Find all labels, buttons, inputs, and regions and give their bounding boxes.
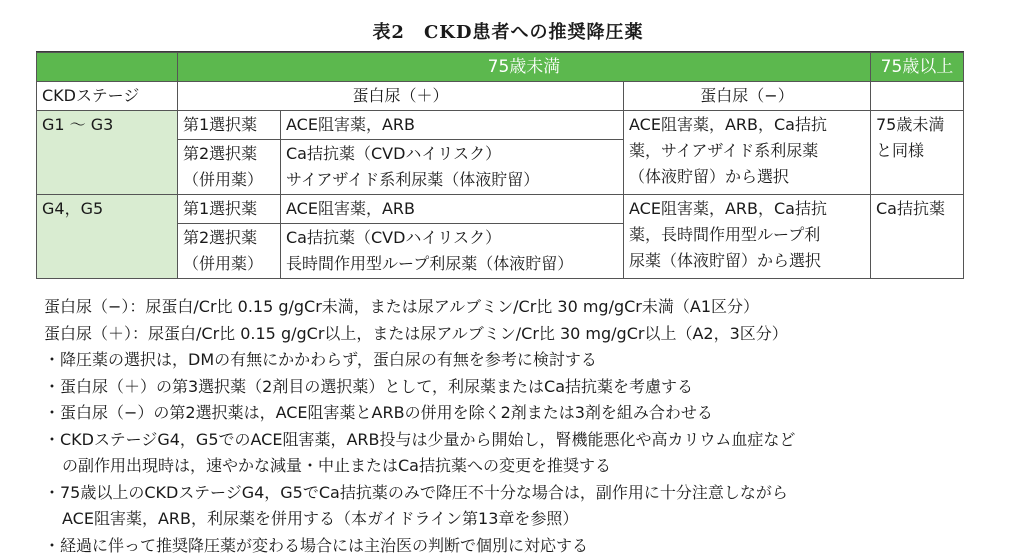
footnote-continuation: の副作用出現時は，速やかな減量・中止またはCa拮抗薬への変更を推奨する — [44, 453, 974, 480]
stage-cell: G4，G5 — [37, 195, 178, 279]
table-row — [37, 195, 964, 224]
footnote-bullet: ・経過に伴って推奨降圧薬が変わる場合には主治医の判断で個別に対応する — [44, 533, 974, 559]
footnote-definition: 蛋白尿（＋）：尿蛋白/Cr比 0.15 g/gCr以上，または尿アルブミン/Cr比 30 mg/gCr以上（A2，3区分） — [44, 321, 974, 348]
under75-header: 75歳未満 — [178, 53, 871, 82]
second-drug-line: Ca拮抗薬（CVDハイリスク） — [286, 225, 618, 251]
first-choice-label: 第1選択薬 — [178, 195, 281, 224]
footnote-continuation: ACE阻害薬，ARB，利尿薬を併用する（本ガイドライン第13章を参照） — [44, 506, 974, 533]
neg-line: ACE阻害薬，ARB，Ca拮抗 — [629, 196, 865, 222]
first-choice-drug: ACE阻害薬，ARB — [281, 195, 624, 224]
second-choice-drug — [281, 140, 624, 195]
neg-line: ACE阻害薬，ARB，Ca拮抗 — [629, 112, 865, 138]
negative-recommendation — [624, 195, 871, 279]
second-choice-label — [178, 224, 281, 279]
second-choice-drug — [281, 224, 624, 279]
second-label-line: （併用薬） — [183, 167, 275, 193]
table-row — [37, 111, 964, 140]
footnote-bullet: ・蛋白尿（−）の第2選択薬は，ACE阻害薬とARBの併用を除く2剤または3剤を組み合わせる — [44, 400, 974, 427]
header-row-1 — [37, 53, 964, 82]
header-blank-cell — [37, 53, 178, 82]
over75-line: 75歳未満 — [876, 112, 958, 138]
second-drug-line: サイアザイド系利尿薬（体液貯留） — [286, 167, 618, 193]
second-choice-label — [178, 140, 281, 195]
negative-recommendation — [624, 111, 871, 195]
footnote-definition: 蛋白尿（−）：尿蛋白/Cr比 0.15 g/gCr未満，または尿アルブミン/Cr比 30 mg/gCr未満（A1区分） — [44, 294, 974, 321]
stage-label: CKDステージ — [37, 82, 178, 111]
footnote-bullet: ・蛋白尿（＋）の第3選択薬（2剤目の選択薬）として，利尿薬またはCa拮抗薬を考慮する — [44, 374, 974, 401]
first-choice-drug: ACE阻害薬，ARB — [281, 111, 624, 140]
over75-header: 75歳以上 — [871, 53, 964, 82]
second-drug-line: Ca拮抗薬（CVDハイリスク） — [286, 141, 618, 167]
neg-line: 薬，長時間作用型ループ利 — [629, 222, 865, 248]
footnote-bullet: ・75歳以上のCKDステージG4，G5でCa拮抗薬のみで降圧不十分な場合は，副作用に十分注意しながら — [44, 480, 974, 507]
second-label-line: 第2選択薬 — [183, 141, 275, 167]
second-label-line: 第2選択薬 — [183, 225, 275, 251]
neg-line: （体液貯留）から選択 — [629, 164, 865, 190]
proteinuria-positive-header: 蛋白尿（＋） — [178, 82, 624, 111]
footnote-bullet: ・CKDステージG4，G5でのACE阻害薬，ARB投与は少量から開始し，腎機能悪化や高カリウム血症など — [44, 427, 974, 454]
table-title: 表2 CKD患者への推奨降圧薬 — [0, 18, 1016, 44]
footnotes — [44, 294, 974, 559]
second-drug-line: 長時間作用型ループ利尿薬（体液貯留） — [286, 251, 618, 277]
neg-line: 薬，サイアザイド系利尿薬 — [629, 138, 865, 164]
over75-empty-cell — [871, 82, 964, 111]
over75-recommendation — [871, 111, 964, 195]
second-label-line: （併用薬） — [183, 251, 275, 277]
recommendation-table — [36, 52, 964, 279]
header-row-2 — [37, 82, 964, 111]
over75-line: と同様 — [876, 138, 958, 164]
footnote-bullet: ・降圧薬の選択は，DMの有無にかかわらず，蛋白尿の有無を参考に検討する — [44, 347, 974, 374]
proteinuria-negative-header: 蛋白尿（−） — [624, 82, 871, 111]
first-choice-label: 第1選択薬 — [178, 111, 281, 140]
over75-recommendation — [871, 195, 964, 279]
over75-line: Ca拮抗薬 — [876, 196, 958, 222]
neg-line: 尿薬（体液貯留）から選択 — [629, 248, 865, 274]
stage-cell: G1 〜 G3 — [37, 111, 178, 195]
